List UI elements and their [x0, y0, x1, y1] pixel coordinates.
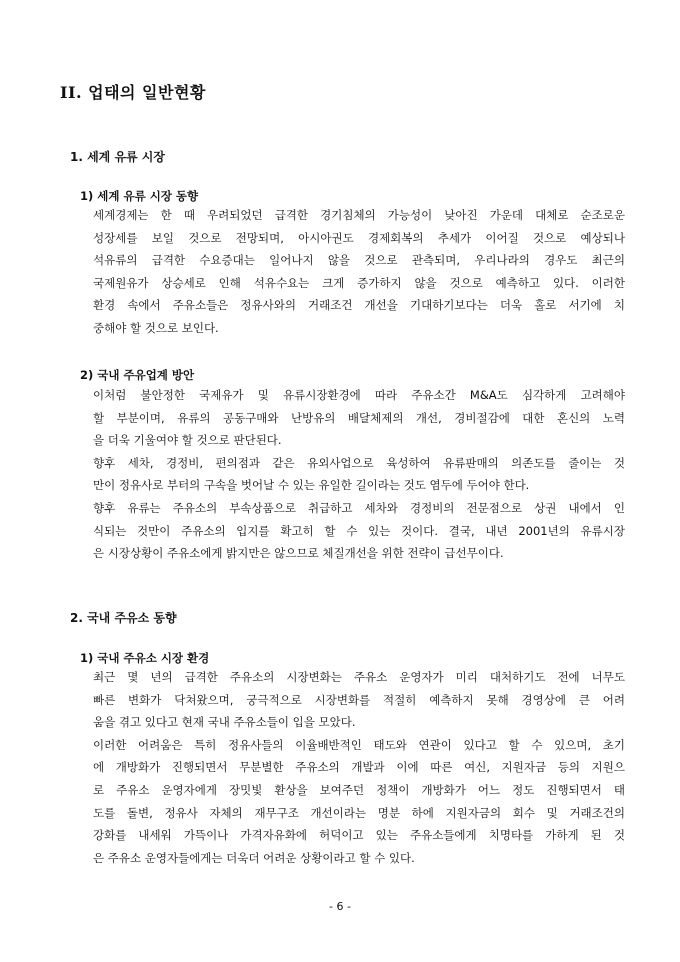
- text-line: 세계경제는 한 때 우려되었던 급격한 경기침체의 가능성이 낮아진 가운데 대체로 순조로운: [93, 208, 625, 222]
- text-line: 중해야 할 것으로 보인다.: [93, 320, 219, 335]
- text-line: 향후 유류는 주유소의 부속상품으로 취급하고 세차와 경정비의 전문점으로 상권 내에서 인: [93, 500, 625, 515]
- paragraph-gas-station-market: [93, 666, 625, 869]
- text-line: 만이 정유사로 부터의 구속을 벗어날 수 있는 유일한 길이라는 것도 염두에 두어야 한다.: [93, 478, 530, 493]
- subsection-title-world-oil-trend: 1) 세계 유류 시장 동향: [80, 189, 199, 203]
- text-line: 할 부분이며, 유류의 공동구매와 난방유의 배달체제의 개선, 경비절감에 대한 혼신의 노력: [93, 410, 625, 425]
- text-line: 로 주유소 운영자에게 장밋빛 환상을 보여주던 정책이 개방화가 어느 정도 진행되면서 태: [93, 782, 625, 797]
- text-line: 은 시장상황이 주유소에게 밝지만은 않으므로 체질개선을 위한 전략이 급선무이다.: [93, 546, 504, 561]
- text-line: 을 더욱 기울여야 할 것으로 판단된다.: [93, 433, 282, 448]
- paragraph-domestic-oil-industry: [93, 384, 625, 565]
- text-line: 빠른 변화가 닥쳐왔으며, 궁극적으로 시장변화를 적절히 예측하지 못해 경영상에 큰 어려: [93, 692, 625, 707]
- chapter-title: II. 업태의 일반현황: [60, 83, 206, 102]
- text-line: 이러한 어려움은 특히 정유사들의 이율배반적인 태도와 연관이 있다고 할 수 있으며, 초기: [93, 737, 625, 752]
- section-title-world-oil-market: 1. 세계 유류 시장: [70, 150, 165, 164]
- text-line: 향후 세차, 경정비, 편의점과 같은 유외사업으로 육성하여 유류판매의 의존도를 줄이는 것: [93, 455, 625, 470]
- text-line: 이처럼 불안정한 국제유가 및 유류시장환경에 따라 주유소간 M&A도 심각하게 고려해야: [93, 388, 625, 402]
- subsection-title-gas-station-market: 1) 국내 주유소 시장 환경: [80, 651, 210, 665]
- text-line: 국제원유가 상승세로 인해 석유수요는 크게 증가하지 않을 것으로 예측하고 있다. 이러한: [93, 275, 625, 290]
- text-line: 에 개방화가 진행되면서 무분별한 주유소의 개발과 이에 따른 여신, 지원자금 등의 지원으: [93, 760, 625, 775]
- text-line: 최근 몇 년의 급격한 주유소의 시장변화는 주유소 운영자가 미리 대처하기도 전에 너무도: [93, 670, 625, 684]
- text-line: 성장세를 보일 것으로 전망되며, 아시아권도 경제회복의 추세가 이어질 것으로 예상되나: [93, 230, 625, 245]
- subsection-title-domestic-oil-industry: 2) 국내 주유업계 방안: [80, 368, 195, 382]
- section-title-domestic-gas-stations: 2. 국내 주유소 동향: [70, 611, 177, 625]
- text-line: 석유류의 급격한 수요증대는 일어나지 않을 것으로 관측되며, 우리나라의 경우도 최근의: [93, 253, 625, 268]
- text-line: 강화를 내세워 가뜩이나 가격자유화에 허덕이고 있는 주유소들에게 치명타를 가하게 된 것: [93, 828, 625, 843]
- text-line: 움을 겪고 있다고 현재 국내 주유소들이 입을 모았다.: [93, 715, 356, 730]
- paragraph-world-oil-trend: [93, 204, 625, 340]
- text-line: 식되는 것만이 주유소의 입지를 확고히 할 수 있는 것이다. 결국, 내년 2001년의 유류시장: [93, 523, 625, 538]
- text-line: 환경 속에서 주유소들은 정유사와의 거래조건 개선을 기대하기보다는 더욱 홀로 서기에 치: [93, 298, 625, 313]
- page-number: - 6 -: [329, 900, 351, 913]
- text-line: 도를 돌변, 정유사 자체의 재무구조 개선이라는 명분 하에 지원자금의 회수 및 거래조건의: [93, 805, 625, 820]
- text-line: 은 주유소 운영자들에게는 더욱더 어려운 상황이라고 할 수 있다.: [93, 850, 415, 865]
